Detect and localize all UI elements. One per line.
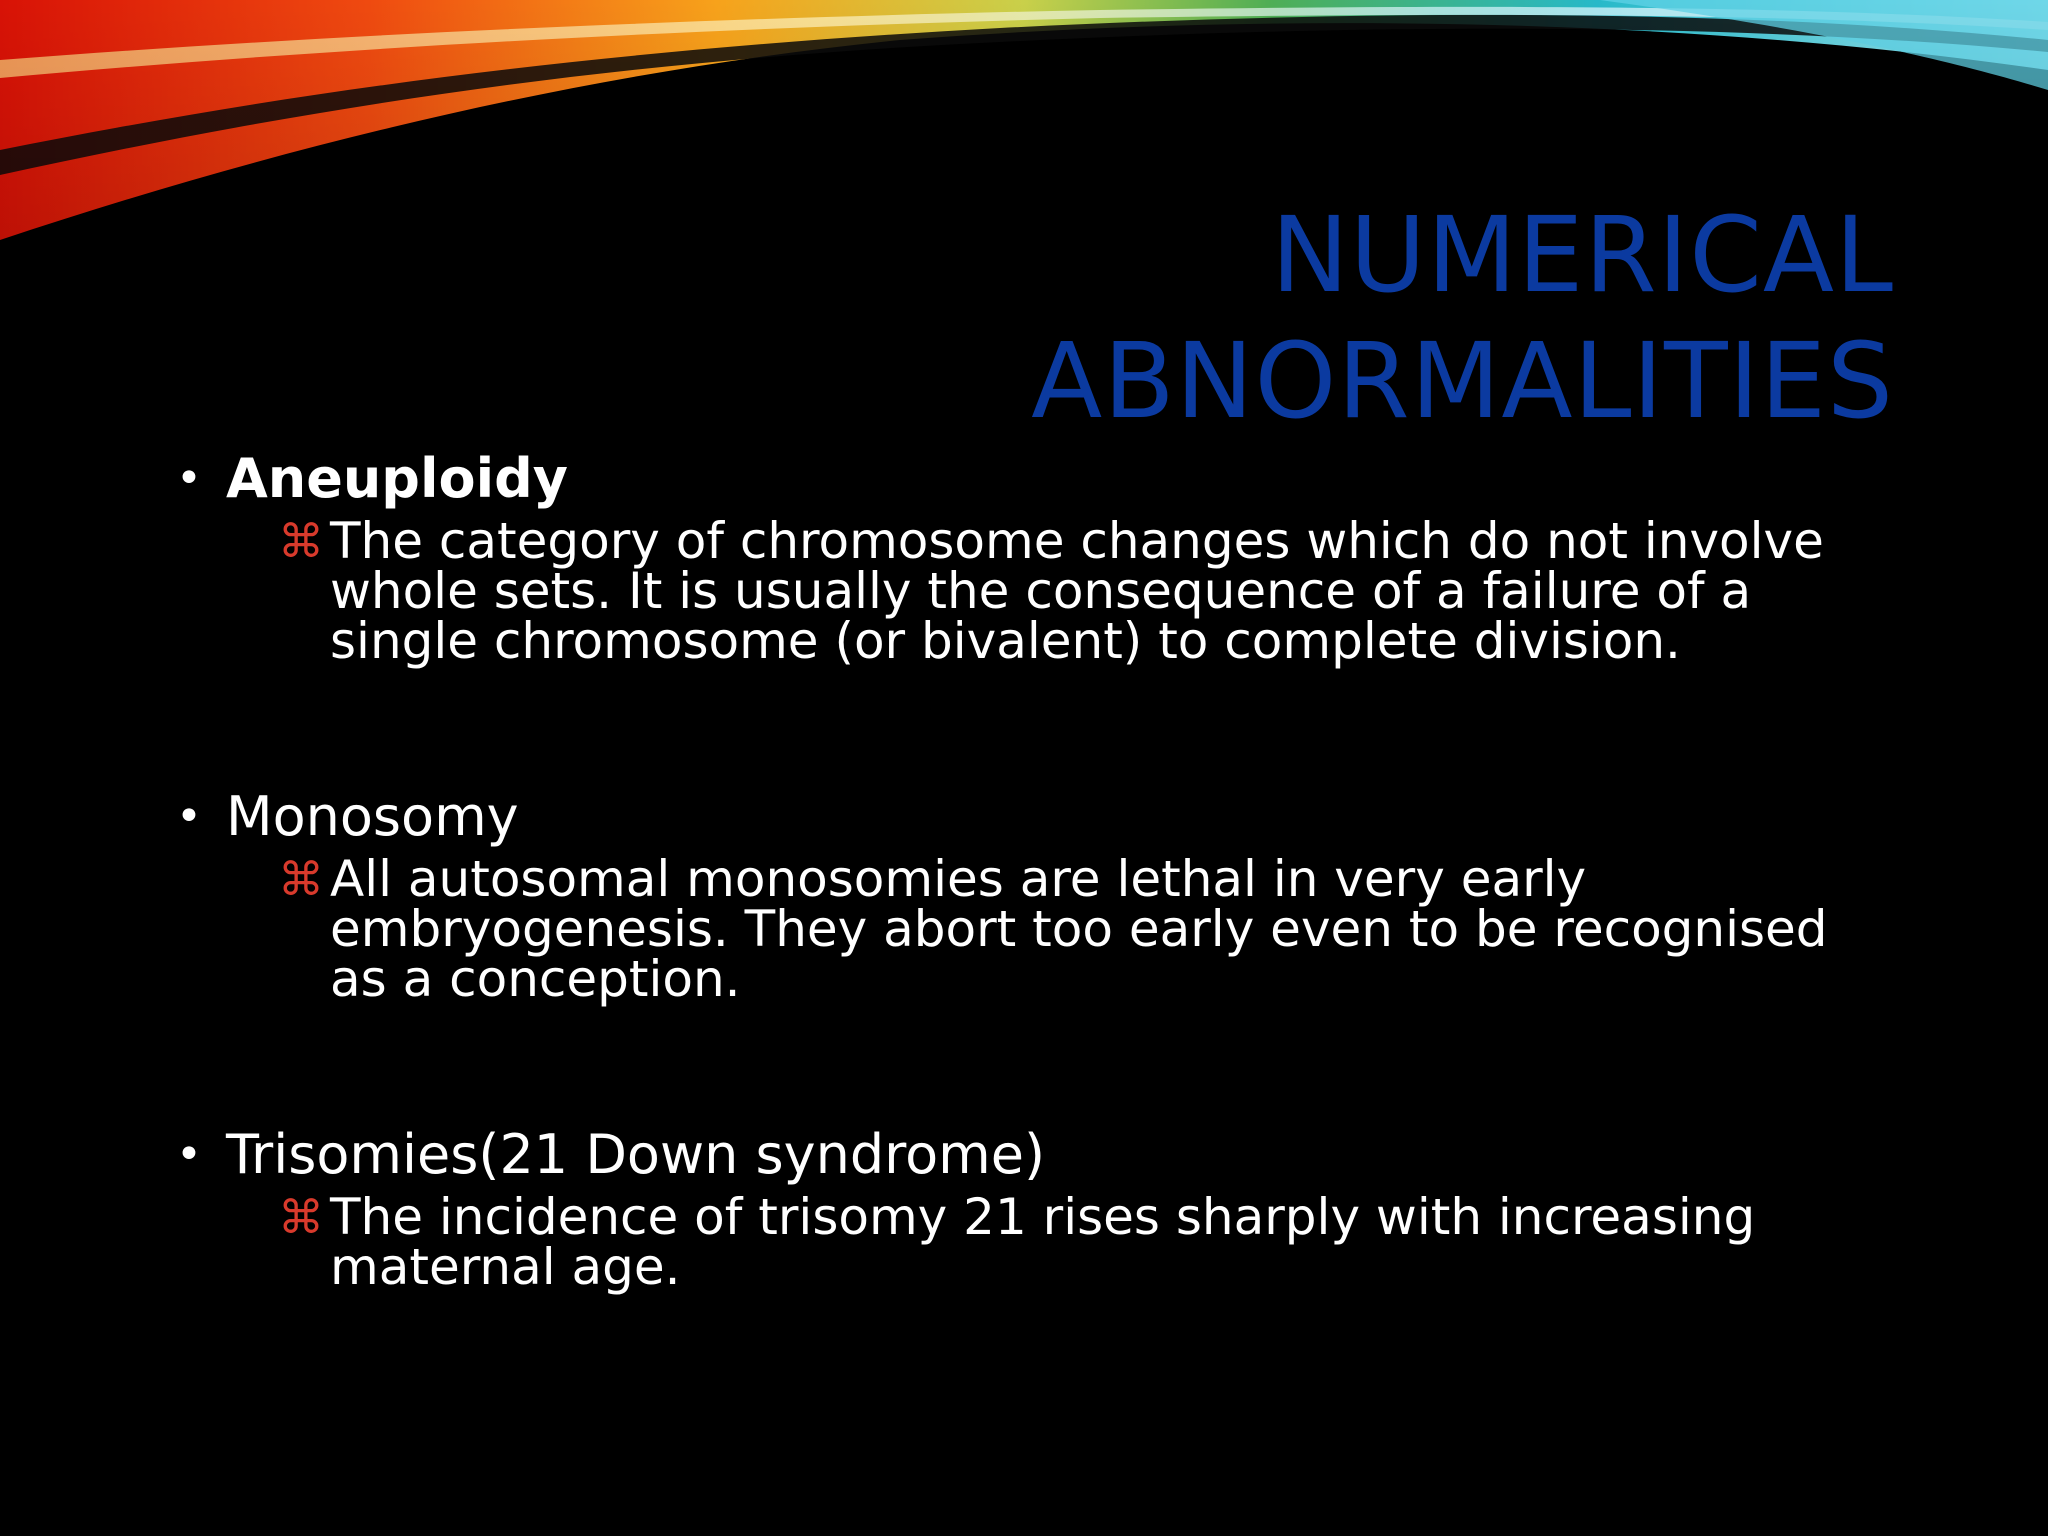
title-line-1: NUMERICAL xyxy=(1271,194,1894,316)
bullet-dot: • xyxy=(176,1129,202,1180)
bullet-heading-text: Aneuploidy xyxy=(226,447,568,510)
sub-bullet-text: The category of chromosome changes which do not involve whole sets. It is usually the consequence of a failure of a single chromosome (or bivalent) to complete division. xyxy=(330,512,1824,670)
bullet-heading-text: Monosomy xyxy=(226,785,519,848)
bullet-heading xyxy=(170,784,1890,850)
list-item-trisomies xyxy=(170,1122,1890,1296)
bullet-heading xyxy=(170,446,1890,512)
bullet-heading-text: Trisomies(21 Down syndrome) xyxy=(226,1123,1046,1186)
list-item-monosomy xyxy=(170,784,1890,1008)
slide-title xyxy=(694,192,1894,444)
sub-bullet xyxy=(278,850,1890,1008)
sub-bullet-text: All autosomal monosomies are lethal in very early embryogenesis. They abort too early even to be recognised as a conception. xyxy=(330,850,1828,1008)
command-key-icon: ⌘ xyxy=(278,514,324,568)
title-line-2: ABNORMALITIES xyxy=(1031,320,1894,442)
sub-bullet xyxy=(278,512,1890,670)
sub-bullet xyxy=(278,1188,1890,1296)
list-item-aneuploidy xyxy=(170,446,1890,670)
command-key-icon: ⌘ xyxy=(278,1190,324,1244)
bullet-dot: • xyxy=(176,453,202,504)
bullet-dot: • xyxy=(176,791,202,842)
bullet-heading xyxy=(170,1122,1890,1188)
sub-bullet-text: The incidence of trisomy 21 rises sharply with increasing maternal age. xyxy=(330,1188,1756,1296)
command-key-icon: ⌘ xyxy=(278,852,324,906)
bullet-list xyxy=(170,446,1890,1296)
